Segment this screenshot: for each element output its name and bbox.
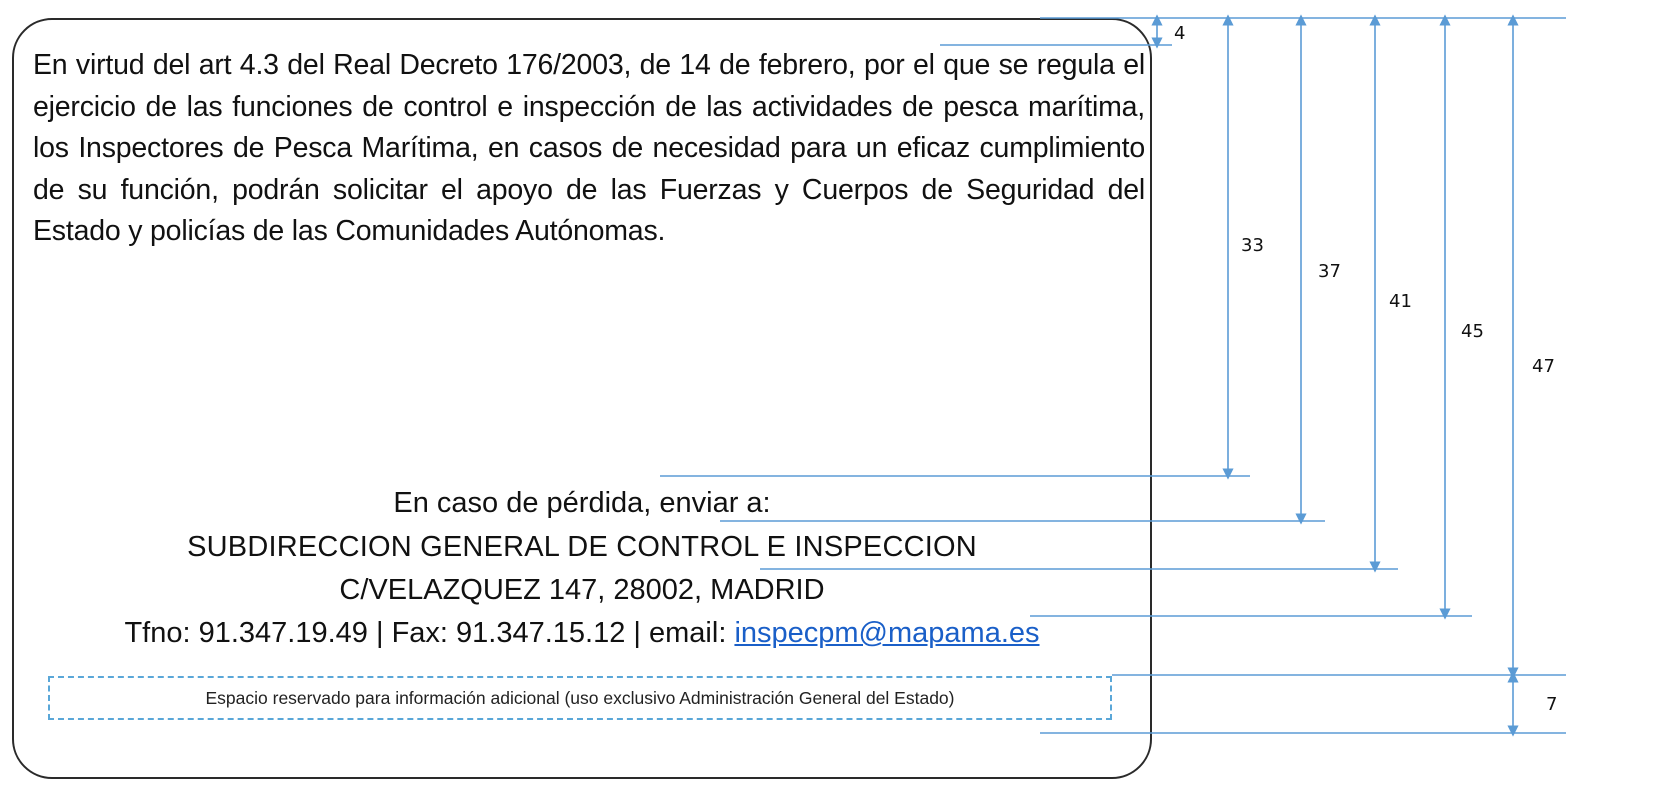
contact-phone-fax: Tfno: 91.347.19.49 | Fax: 91.347.15.12 | email: bbox=[124, 617, 735, 649]
email-link[interactable]: inspecpm@mapama.es bbox=[734, 617, 1040, 649]
organization-name: SUBDIRECCION GENERAL DE CONTROL E INSPECCION bbox=[187, 531, 977, 563]
reserved-space-note: Espacio reservado para información adicional (uso exclusivo Administración General del Estado) bbox=[205, 687, 955, 708]
dim-label-41: 41 bbox=[1389, 291, 1412, 312]
loss-instruction: En caso de pérdida, enviar a: bbox=[393, 487, 771, 519]
dim-label-37: 37 bbox=[1318, 261, 1341, 282]
dim-label-33: 33 bbox=[1241, 235, 1264, 256]
dim-label-7: 7 bbox=[1546, 694, 1558, 715]
dim-label-45: 45 bbox=[1461, 321, 1484, 342]
dim-label-4: 4 bbox=[1174, 23, 1186, 44]
legal-paragraph: En virtud del art 4.3 del Real Decreto 176/2003, de 14 de febrero, por el que se regula el ejercicio de las funciones de control e inspección de las actividades de pesca marítima, los Inspectores de Pesca Marítima, en casos de necesidad para un eficaz cumplimiento de su función, podrán solicitar el apoyo de las Fuerzas y Cuerpos de Seguridad del Estado y policías de las Comunidades Autónomas. bbox=[33, 49, 1145, 247]
dim-label-47: 47 bbox=[1532, 356, 1555, 377]
postal-address: C/VELAZQUEZ 147, 28002, MADRID bbox=[339, 574, 825, 606]
